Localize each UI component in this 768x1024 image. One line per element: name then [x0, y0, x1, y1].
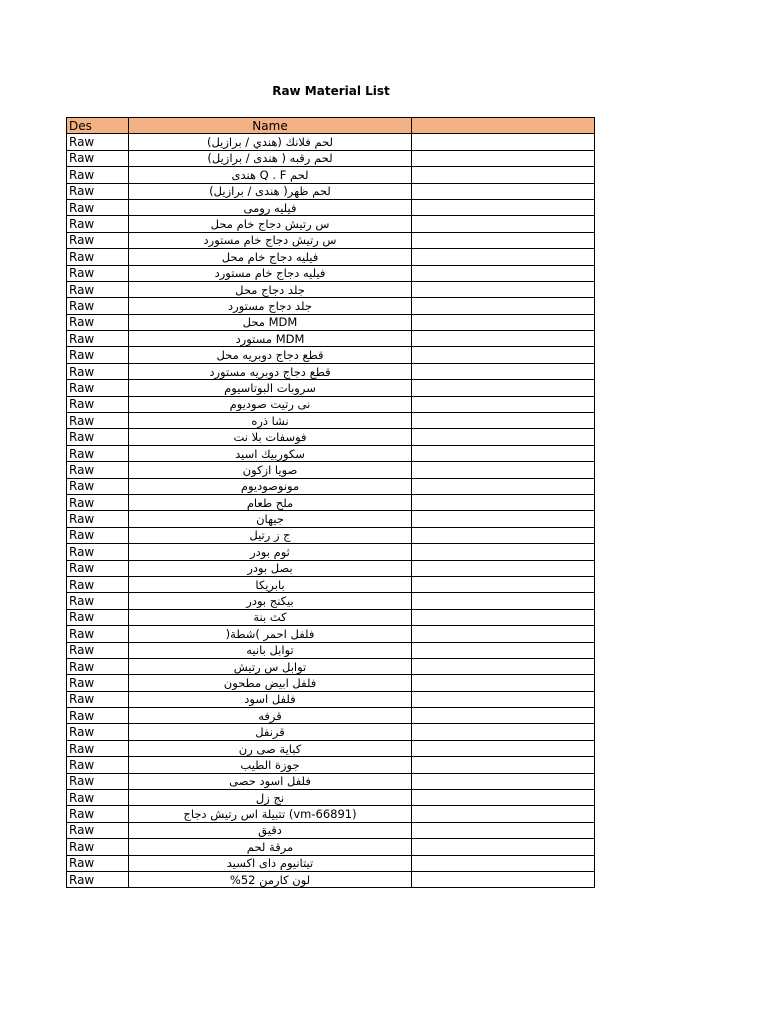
- row-des-cell: Raw: [67, 396, 129, 412]
- row-name-cell: فلفل اسود: [129, 691, 412, 707]
- table-row: [67, 413, 595, 429]
- table-row: [67, 265, 595, 281]
- row-name-cell: تيتانيوم داى اكسيد: [129, 855, 412, 871]
- table-row: [67, 478, 595, 494]
- row-extra-cell: [412, 724, 595, 740]
- row-name-cell: مونوصوديوم: [129, 478, 412, 494]
- row-name-cell: فلفل احمر )شطة(: [129, 626, 412, 642]
- row-extra-cell: [412, 626, 595, 642]
- table-row: [67, 199, 595, 215]
- row-extra-cell: [412, 331, 595, 347]
- column-header-extra: [412, 118, 595, 134]
- table-row: [67, 773, 595, 789]
- row-extra-cell: [412, 790, 595, 806]
- row-des-cell: Raw: [67, 134, 129, 150]
- table-row: [67, 626, 595, 642]
- row-name-cell: قرنفل: [129, 724, 412, 740]
- table-row: [67, 281, 595, 297]
- row-des-cell: Raw: [67, 413, 129, 429]
- row-des-cell: Raw: [67, 199, 129, 215]
- row-name-cell: ملح طعام: [129, 494, 412, 510]
- row-des-cell: Raw: [67, 790, 129, 806]
- row-extra-cell: [412, 511, 595, 527]
- row-des-cell: Raw: [67, 478, 129, 494]
- row-name-cell: فيليه دجاج خام محل: [129, 249, 412, 265]
- row-name-cell: نى رتيت صوديوم: [129, 396, 412, 412]
- row-name-cell: س رتيش دجاج خام مستورد: [129, 232, 412, 248]
- row-extra-cell: [412, 806, 595, 822]
- row-extra-cell: [412, 363, 595, 379]
- row-extra-cell: [412, 757, 595, 773]
- table-row: [67, 511, 595, 527]
- row-extra-cell: [412, 150, 595, 166]
- row-name-cell: بيكنج بودر: [129, 593, 412, 609]
- row-des-cell: Raw: [67, 642, 129, 658]
- row-des-cell: Raw: [67, 511, 129, 527]
- row-des-cell: Raw: [67, 806, 129, 822]
- row-extra-cell: [412, 462, 595, 478]
- header-row: [67, 118, 595, 134]
- table-row: [67, 527, 595, 543]
- row-des-cell: Raw: [67, 150, 129, 166]
- row-name-cell: سكوربيك اسيد: [129, 445, 412, 461]
- row-des-cell: Raw: [67, 281, 129, 297]
- row-name-cell: س رتيش دجاج خام محل: [129, 216, 412, 232]
- row-des-cell: Raw: [67, 626, 129, 642]
- row-name-cell: سروبات البوتاسيوم: [129, 380, 412, 396]
- row-name-cell: جلد دجاج محل: [129, 281, 412, 297]
- row-des-cell: Raw: [67, 576, 129, 592]
- row-extra-cell: [412, 413, 595, 429]
- table-row: [67, 134, 595, 150]
- row-extra-cell: [412, 134, 595, 150]
- table-row: [67, 806, 595, 822]
- row-des-cell: Raw: [67, 708, 129, 724]
- row-extra-cell: [412, 347, 595, 363]
- row-name-cell: جيهان: [129, 511, 412, 527]
- row-extra-cell: [412, 429, 595, 445]
- row-name-cell: نشا ذره: [129, 413, 412, 429]
- row-name-cell: فيليه دجاج خام مستورد: [129, 265, 412, 281]
- row-des-cell: Raw: [67, 527, 129, 543]
- row-des-cell: Raw: [67, 593, 129, 609]
- row-des-cell: Raw: [67, 216, 129, 232]
- row-des-cell: Raw: [67, 347, 129, 363]
- row-name-cell: توابل س رتيش: [129, 658, 412, 674]
- row-des-cell: Raw: [67, 265, 129, 281]
- row-name-cell: لحم رقبه ( هندى / برازيل): [129, 150, 412, 166]
- row-extra-cell: [412, 298, 595, 314]
- row-name-cell: ثوم بودر: [129, 544, 412, 560]
- row-extra-cell: [412, 871, 595, 887]
- row-extra-cell: [412, 642, 595, 658]
- table-row: [67, 642, 595, 658]
- row-name-cell: قطع دجاج دوبريه مستورد: [129, 363, 412, 379]
- table-row: [67, 347, 595, 363]
- row-name-cell: جوزة الطيب: [129, 757, 412, 773]
- row-name-cell: لون كارمن 52%: [129, 871, 412, 887]
- row-extra-cell: [412, 855, 595, 871]
- table-body: [67, 134, 595, 888]
- row-des-cell: Raw: [67, 773, 129, 789]
- row-name-cell: نج زل: [129, 790, 412, 806]
- row-extra-cell: [412, 445, 595, 461]
- row-extra-cell: [412, 314, 595, 330]
- row-extra-cell: [412, 167, 595, 183]
- row-des-cell: Raw: [67, 249, 129, 265]
- row-des-cell: Raw: [67, 331, 129, 347]
- table-row: [67, 691, 595, 707]
- table-row: [67, 871, 595, 887]
- table-row: [67, 232, 595, 248]
- table-row: [67, 363, 595, 379]
- row-name-cell: لحم ظهر( هندى / برازيل): [129, 183, 412, 199]
- row-extra-cell: [412, 232, 595, 248]
- row-name-cell: ج ز رتيل: [129, 527, 412, 543]
- page-title: Raw Material List: [272, 84, 390, 98]
- table-row: [67, 249, 595, 265]
- row-des-cell: Raw: [67, 380, 129, 396]
- table-row: [67, 298, 595, 314]
- row-extra-cell: [412, 249, 595, 265]
- row-extra-cell: [412, 396, 595, 412]
- row-des-cell: Raw: [67, 839, 129, 855]
- row-des-cell: Raw: [67, 167, 129, 183]
- row-des-cell: Raw: [67, 232, 129, 248]
- row-des-cell: Raw: [67, 871, 129, 887]
- row-extra-cell: [412, 494, 595, 510]
- table-row: [67, 380, 595, 396]
- row-extra-cell: [412, 265, 595, 281]
- row-name-cell: كث بنة: [129, 609, 412, 625]
- table-row: [67, 593, 595, 609]
- row-name-cell: جلد دجاج مستورد: [129, 298, 412, 314]
- table-row: [67, 724, 595, 740]
- row-name-cell: لحم فلانك (هندي / برازيل): [129, 134, 412, 150]
- row-name-cell: فلفل اسود حصى: [129, 773, 412, 789]
- row-name-cell: دقيق: [129, 822, 412, 838]
- table-row: [67, 396, 595, 412]
- row-extra-cell: [412, 708, 595, 724]
- row-extra-cell: [412, 560, 595, 576]
- table-row: [67, 494, 595, 510]
- row-name-cell: فوسفات بلا نت: [129, 429, 412, 445]
- row-extra-cell: [412, 544, 595, 560]
- row-name-cell: بصل بودر: [129, 560, 412, 576]
- row-name-cell: بابريكا: [129, 576, 412, 592]
- row-extra-cell: [412, 609, 595, 625]
- row-extra-cell: [412, 216, 595, 232]
- row-des-cell: Raw: [67, 544, 129, 560]
- table-row: [67, 331, 595, 347]
- table-row: [67, 822, 595, 838]
- table-row: [67, 560, 595, 576]
- row-extra-cell: [412, 675, 595, 691]
- row-des-cell: Raw: [67, 691, 129, 707]
- table-row: [67, 658, 595, 674]
- table-row: [67, 462, 595, 478]
- table-row: [67, 150, 595, 166]
- row-name-cell: (vm-66891) تتبيلة اس رتيش دجاج: [129, 806, 412, 822]
- row-extra-cell: [412, 281, 595, 297]
- row-des-cell: Raw: [67, 855, 129, 871]
- table-row: [67, 790, 595, 806]
- row-des-cell: Raw: [67, 462, 129, 478]
- table-row: [67, 445, 595, 461]
- raw-material-table: [66, 117, 595, 888]
- table-row: [67, 544, 595, 560]
- row-extra-cell: [412, 658, 595, 674]
- table-row: [67, 675, 595, 691]
- row-extra-cell: [412, 199, 595, 215]
- row-des-cell: Raw: [67, 445, 129, 461]
- table-row: [67, 757, 595, 773]
- row-des-cell: Raw: [67, 363, 129, 379]
- table-row: [67, 167, 595, 183]
- table-row: [67, 314, 595, 330]
- row-name-cell: فلفل ابيض مطحون: [129, 675, 412, 691]
- row-name-cell: كباية صى رن: [129, 740, 412, 756]
- row-name-cell: قرفه: [129, 708, 412, 724]
- row-des-cell: Raw: [67, 609, 129, 625]
- table-row: [67, 183, 595, 199]
- row-extra-cell: [412, 839, 595, 855]
- row-name-cell: قطع دجاج دوبريه محل: [129, 347, 412, 363]
- table-row: [67, 855, 595, 871]
- column-header-name: Name: [129, 118, 412, 134]
- row-des-cell: Raw: [67, 298, 129, 314]
- table-row: [67, 839, 595, 855]
- table-row: [67, 576, 595, 592]
- row-name-cell: توابل بانيه: [129, 642, 412, 658]
- table-row: [67, 740, 595, 756]
- row-des-cell: Raw: [67, 757, 129, 773]
- row-extra-cell: [412, 478, 595, 494]
- row-name-cell: MDM مستورد: [129, 331, 412, 347]
- table-row: [67, 609, 595, 625]
- table-row: [67, 708, 595, 724]
- row-extra-cell: [412, 773, 595, 789]
- row-name-cell: لحم Q . F هندى: [129, 167, 412, 183]
- table-row: [67, 216, 595, 232]
- row-extra-cell: [412, 593, 595, 609]
- row-extra-cell: [412, 740, 595, 756]
- row-extra-cell: [412, 183, 595, 199]
- row-extra-cell: [412, 527, 595, 543]
- row-name-cell: صويا ازكون: [129, 462, 412, 478]
- row-extra-cell: [412, 822, 595, 838]
- row-name-cell: فيليه رومى: [129, 199, 412, 215]
- row-name-cell: مرقة لحم: [129, 839, 412, 855]
- row-des-cell: Raw: [67, 822, 129, 838]
- row-des-cell: Raw: [67, 560, 129, 576]
- row-des-cell: Raw: [67, 494, 129, 510]
- row-extra-cell: [412, 380, 595, 396]
- row-extra-cell: [412, 691, 595, 707]
- row-des-cell: Raw: [67, 429, 129, 445]
- column-header-des: Des: [67, 118, 129, 134]
- row-des-cell: Raw: [67, 740, 129, 756]
- row-des-cell: Raw: [67, 658, 129, 674]
- row-name-cell: MDM محل: [129, 314, 412, 330]
- row-des-cell: Raw: [67, 675, 129, 691]
- row-des-cell: Raw: [67, 314, 129, 330]
- row-des-cell: Raw: [67, 183, 129, 199]
- row-des-cell: Raw: [67, 724, 129, 740]
- row-extra-cell: [412, 576, 595, 592]
- table-row: [67, 429, 595, 445]
